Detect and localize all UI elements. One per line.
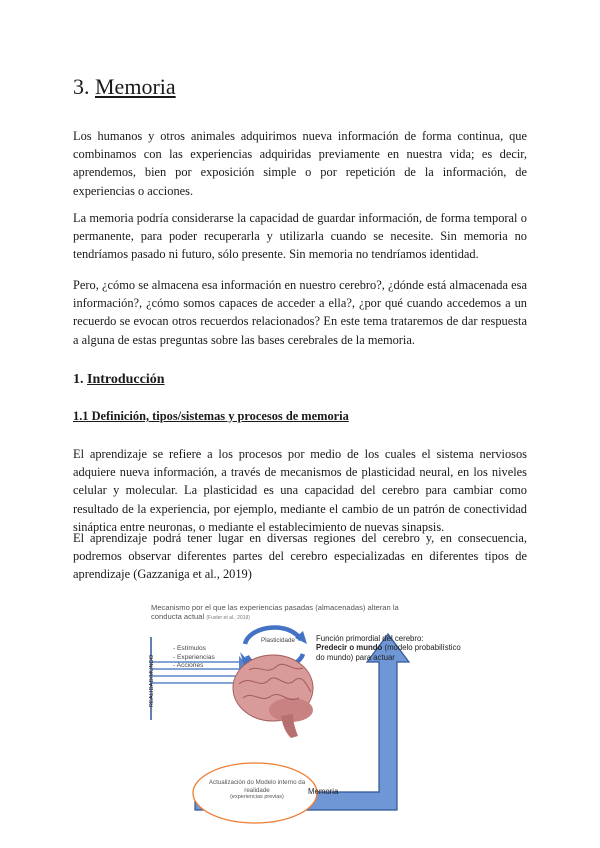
figure-caption: [151, 603, 421, 623]
internal-model-title: Actualización do Modelo interno da realidade: [208, 779, 306, 794]
chapter-title: Memoria: [95, 74, 176, 99]
section-number: 1.: [73, 372, 84, 387]
section-title: Introducción: [87, 372, 165, 387]
intro-paragraph-2: El aprendizaje podrá tener lugar en diversas regiones del cerebro y, en consecuencia, podremos observar diferentes partes del cerebro especializadas en diferentes tipos de aprendizaje (Gazzaniga et al., 2019): [73, 531, 527, 582]
input-item: - Acciones: [173, 662, 215, 671]
intro-paragraph-1: El aprendizaje se refiere a los procesos por medio de los cuales el sistema nerviosos adquiere nueva información, a través de mecanismos de plasticidad neural, en los niveles celular y molecular. La plasticidad es una capacidad del cerebro para cambiar como resultado de la experiencia, por ejemplo, mediante el cambio de un patrón de conectividad sináptica entre neuronas, o mediante el establecimiento de nuevas sinapsis.: [73, 447, 527, 534]
function-title: Función primordial del cerebro:: [316, 634, 424, 643]
memory-label: Memoria: [308, 787, 339, 796]
reality-label: REALIDAD/MUNDO: [149, 654, 155, 708]
chapter-heading: [73, 74, 176, 100]
paragraph-1: Los humanos y otros animales adquirimos nueva información de forma continua, que combinamos con las experiencias adquiridas previamente en nuestra vida; es decir, aprendemos, bien por exposición simple o por repetición de la información, de experiencias o acciones.: [73, 129, 527, 198]
internal-model-sub: (experiencias previas): [230, 794, 284, 801]
memory-mechanism-figure: [143, 600, 459, 826]
brain-icon: [233, 655, 313, 738]
figure-caption-text: Mecanismo por el que las experiencias pasadas (almacenadas) alteran la conducta actual: [151, 603, 399, 621]
function-description: [316, 643, 461, 662]
chapter-number: 3.: [73, 74, 90, 99]
input-item: - Estímulos: [173, 645, 215, 654]
figure-caption-cite: (Fuster et al., 2019): [206, 615, 250, 621]
function-rest: (modelo probabilístico do mundo) para actuar: [316, 643, 461, 662]
input-item: - Experiencias: [173, 654, 215, 663]
plasticity-label: Plasticidade: [261, 637, 295, 644]
paragraph-2: La memoria podría considerarse la capacidad de guardar información, de forma temporal o permanente, para poder recuperarla y utilizarla cuando se necesite. Sin memoria no tendríamos pasado ni futuro, sólo presente. Sin memoria no tendríamos identidad.: [73, 211, 527, 262]
subsection-heading: 1.1 Definición, tipos/sistemas y procesos de memoria: [73, 409, 349, 423]
brain-function-text: [316, 634, 461, 662]
section-heading: [73, 372, 165, 388]
paragraph-3: Pero, ¿cómo se almacena esa información en nuestro cerebro?, ¿dónde está almacenada esa información?, ¿cómo somos capaces de acceder a ella?, ¿por qué cuando accedemos a un recuerdo se evocan otros recuerdos relacionados? En este tema trataremos de dar respuesta a alguna de estas preguntas sobre las bases cerebrales de la memoria.: [73, 278, 527, 347]
internal-model-text: [201, 779, 313, 802]
input-list: [173, 645, 215, 671]
function-bold: Predecir o mundo: [316, 643, 383, 653]
